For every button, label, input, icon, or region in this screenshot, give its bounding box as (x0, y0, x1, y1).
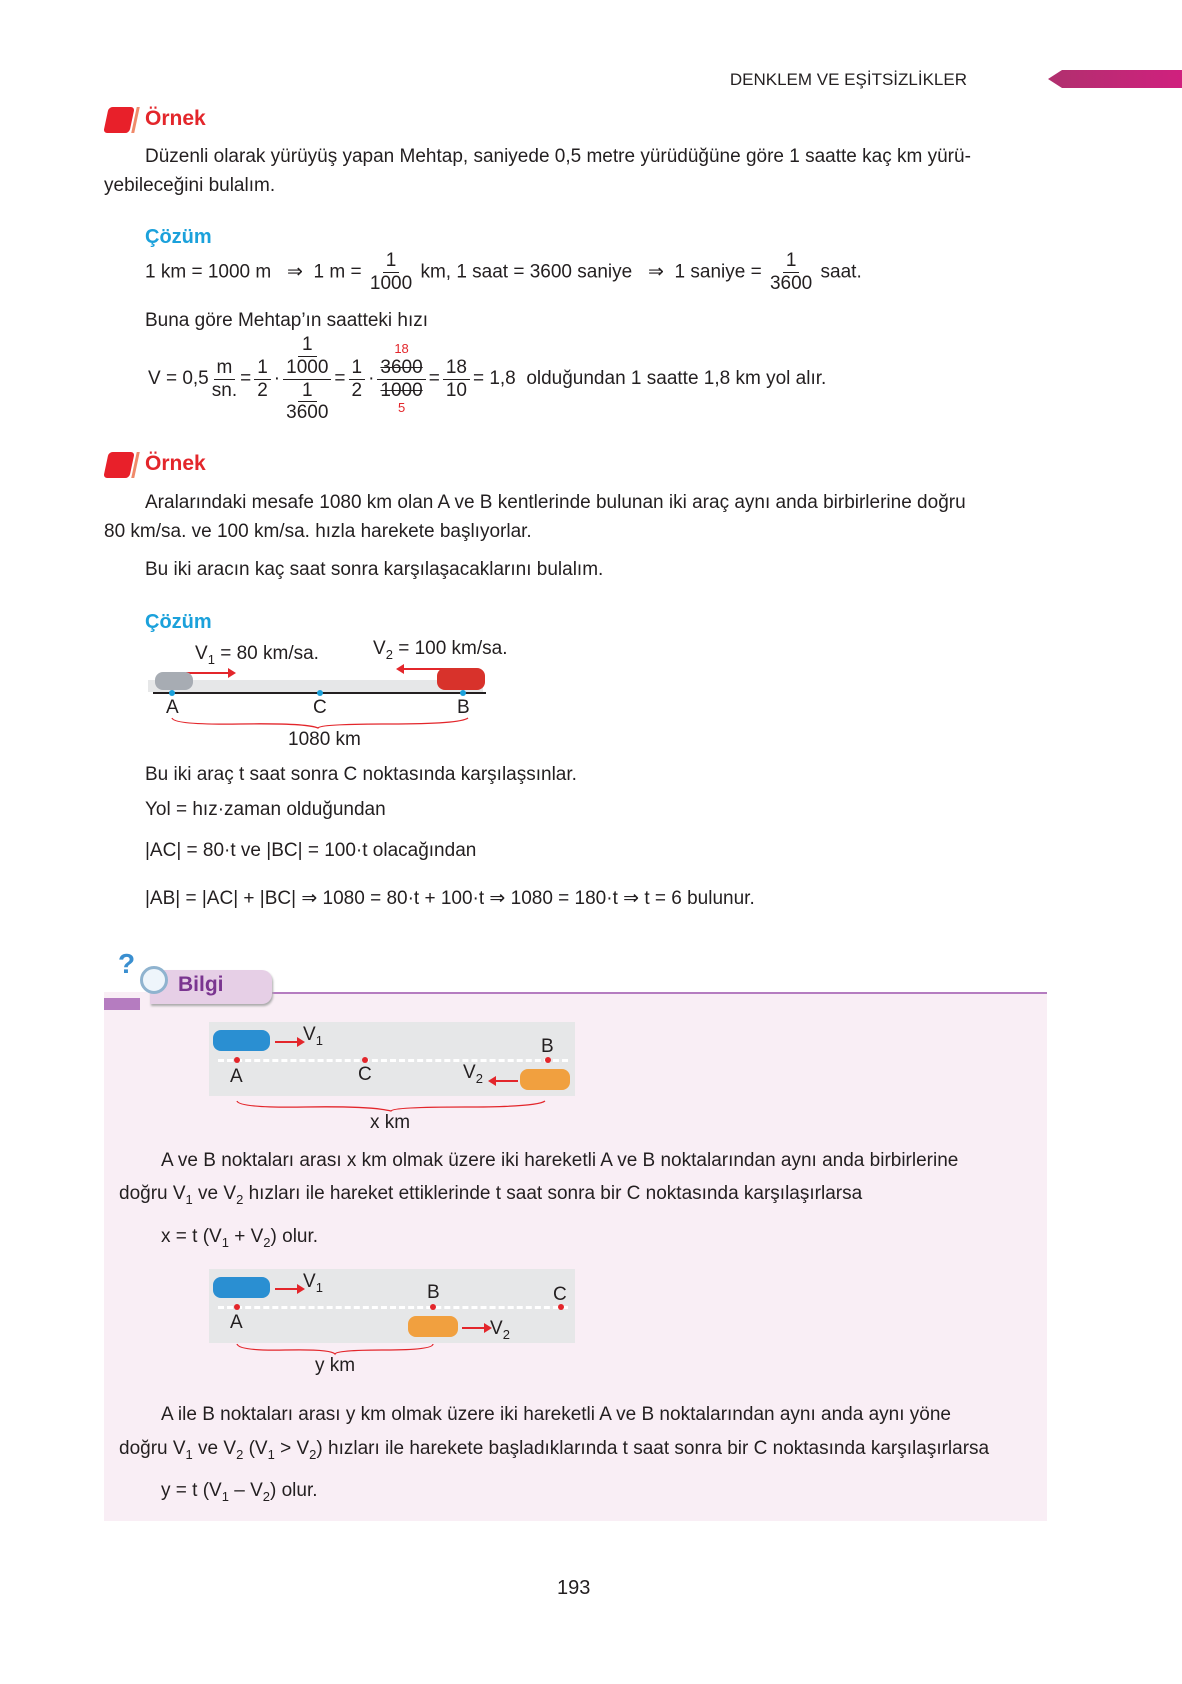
magnifier-icon (140, 966, 168, 994)
denominator: 3600 (769, 272, 813, 294)
example-text: yebileceğini bulalım. (104, 175, 276, 196)
denominator: 2 (257, 379, 268, 401)
label-a: A (166, 697, 179, 718)
example-text: Aralarındaki mesafe 1080 km olan A ve B kentlerinde bulunan iki araç aynı anda birbirlerine doğru (145, 492, 966, 513)
solution-label: Çözüm (145, 611, 212, 633)
v: V (463, 1062, 476, 1083)
num: 1 (298, 380, 317, 403)
sub: 2 (236, 1446, 244, 1462)
info-text (119, 1438, 989, 1462)
v1-label (303, 1271, 323, 1295)
info-divider (270, 992, 1047, 994)
numerator (283, 334, 331, 380)
val: = 100 km/sa. (398, 638, 508, 659)
sub: 1 (315, 1279, 323, 1295)
page-number: 193 (557, 1577, 591, 1599)
sub: 1 (267, 1446, 275, 1462)
eq-text: 1 km = 1000 m (145, 261, 272, 283)
t: x = t (V (161, 1226, 222, 1247)
val: = 80 km/sa. (220, 643, 319, 664)
orange-car-icon (520, 1069, 570, 1090)
t: y = t (V (161, 1480, 222, 1501)
label-a: A (230, 1066, 243, 1087)
dot: · (368, 368, 375, 389)
eq-text: 1 m = (313, 261, 362, 283)
numerator: m (214, 357, 236, 380)
denominator: 1000 (380, 379, 423, 401)
sub: 1 (185, 1446, 193, 1462)
example-text: 80 km/sa. ve 100 km/sa. hızla harekete başlıyorlar. (104, 521, 532, 542)
brace (235, 1099, 547, 1113)
sub: 1 (185, 1191, 193, 1207)
v: V (303, 1024, 316, 1045)
result: = 1,8 (472, 368, 516, 389)
numerator: 1 (383, 250, 400, 273)
sub: 2 (475, 1070, 483, 1086)
orange-car-icon (408, 1316, 458, 1337)
denominator: 2 (351, 379, 363, 401)
fraction (770, 250, 812, 295)
solution-text: |AB| = |AC| + |BC| ⇒ 1080 = 80·t + 100·t ⇒ 1080 = 180·t ⇒ t = 6 bulunur. (145, 888, 755, 909)
fraction (443, 357, 470, 402)
numerator: 1 (783, 250, 800, 273)
implies-symbol: ⇒ (648, 261, 664, 283)
blue-car-icon (213, 1277, 270, 1298)
v1-label (303, 1024, 323, 1048)
t: ) hızları ile harekete başladıklarında t saat sonra bir C noktasında karşılaşırlarsa (316, 1438, 990, 1459)
info-label: Bilgi (178, 973, 224, 996)
num: 1 (298, 334, 317, 357)
question-mark-icon: ? (118, 948, 136, 979)
v2-label (490, 1318, 510, 1342)
denominator (286, 380, 328, 425)
equals: = (240, 368, 252, 389)
denominator: sn. (211, 379, 238, 401)
label-b: B (457, 697, 470, 718)
red-car-icon (437, 668, 485, 690)
info-text (119, 1183, 862, 1207)
fraction (349, 357, 366, 402)
eq-text: km, 1 saat = 3600 saniye (420, 261, 633, 283)
info-text: A ile B noktaları arası y km olmak üzere iki hareketli A ve B noktalarından aynı anda aynı yöne (161, 1404, 951, 1425)
denominator: 10 (445, 379, 467, 401)
label-b: B (427, 1282, 440, 1303)
t: ) olur. (270, 1226, 319, 1247)
point-a (234, 1304, 240, 1310)
example-label: Örnek (145, 452, 206, 475)
v: V (195, 643, 208, 664)
t: ve V (192, 1183, 237, 1204)
solution-text: Bu iki araç t saat sonra C noktasında karşılaşsınlar. (145, 764, 577, 785)
distance-label: 1080 km (288, 729, 361, 750)
distance-label: y km (315, 1355, 356, 1376)
formula-meeting (161, 1226, 318, 1250)
formula-catchup (161, 1480, 318, 1504)
speed-formula (148, 334, 826, 424)
right-arrow-icon (275, 1041, 303, 1043)
t: hızları ile hareket ettiklerinde t saat sonra bir C noktasında karşılaşırlarsa (243, 1183, 863, 1204)
gray-car-icon (155, 672, 193, 690)
sub: 2 (502, 1326, 510, 1342)
den: 3600 (286, 402, 329, 424)
example-icon (103, 107, 135, 133)
blue-car-icon (213, 1030, 270, 1051)
v: V (303, 1271, 316, 1292)
t: – V (228, 1480, 263, 1501)
left-arrow-icon (490, 1080, 518, 1082)
solution-text: |AC| = 80·t ve |BC| = 100·t olacağından (145, 840, 477, 861)
v2-label (373, 638, 508, 662)
cancel-note: 18 (394, 340, 409, 356)
equals: = (334, 368, 346, 389)
point-b (430, 1304, 436, 1310)
t: doğru V (119, 1183, 186, 1204)
v1-label (195, 643, 319, 667)
solution-label: Çözüm (145, 226, 212, 248)
sub: 2 (262, 1488, 270, 1504)
t: (V (243, 1438, 268, 1459)
example-label: Örnek (145, 107, 206, 130)
fraction (370, 250, 412, 295)
solution-text: Yol = hız·zaman olduğundan (145, 799, 386, 820)
fraction (254, 357, 271, 402)
sub: 2 (309, 1446, 317, 1462)
label-c: C (313, 697, 327, 718)
numerator: 18 (443, 357, 470, 380)
brace (170, 716, 470, 730)
sub: 2 (236, 1191, 244, 1207)
sub: 1 (221, 1234, 229, 1250)
info-accent (104, 998, 140, 1010)
eq-text: saat. (820, 261, 862, 283)
t: + V (228, 1226, 264, 1247)
cancel-note: 5 (397, 400, 406, 416)
point-c (362, 1057, 368, 1063)
example-text: Bu iki aracın kaç saat sonra karşılaşacaklarını bulalım. (145, 559, 604, 580)
numerator: 1 (254, 357, 271, 380)
speed-intro: Buna göre Mehtap’ın saatteki hızı (145, 310, 429, 331)
t: > V (274, 1438, 310, 1459)
conversion-equation (145, 250, 862, 295)
example-icon (103, 452, 135, 478)
complex-fraction (283, 334, 331, 424)
distance-label: x km (370, 1112, 411, 1133)
point-a (169, 690, 175, 696)
dot: · (273, 368, 281, 389)
v: V (373, 638, 386, 659)
example-text: Düzenli olarak yürüyüş yapan Mehtap, saniyede 0,5 metre yürüdüğüne göre 1 saatte kaç km yürü- (145, 146, 971, 167)
lane-line (218, 1059, 568, 1062)
t: doğru V (119, 1438, 186, 1459)
v: V (490, 1318, 503, 1339)
label-c: C (553, 1284, 567, 1305)
right-arrow-icon (275, 1288, 303, 1290)
point-b (460, 690, 466, 696)
label-c: C (358, 1064, 372, 1085)
sub: 1 (221, 1488, 229, 1504)
chapter-header: DENKLEM VE EŞİTSİZLİKLER (729, 70, 967, 89)
lane-line (218, 1306, 568, 1309)
v-text: V = 0,5 (148, 368, 209, 389)
eq-text: 1 saniye = (674, 261, 762, 283)
label-a: A (230, 1312, 243, 1333)
t: ) olur. (270, 1480, 318, 1501)
denominator: 1000 (369, 272, 413, 294)
numerator: 1 (349, 357, 366, 380)
info-text: A ve B noktaları arası x km olmak üzere iki hareketli A ve B noktalarından aynı anda birbirlerine (161, 1150, 959, 1171)
t: ve V (192, 1438, 237, 1459)
right-arrow-icon (462, 1327, 490, 1329)
sub: 1 (315, 1032, 323, 1048)
sub: 1 (207, 651, 215, 667)
sub: 2 (263, 1234, 271, 1250)
implies-symbol: ⇒ (287, 261, 303, 283)
numerator: 3600 (377, 357, 425, 380)
label-b: B (541, 1036, 554, 1057)
brace (235, 1342, 435, 1356)
v2-label (463, 1062, 483, 1086)
simplified-fraction (377, 342, 425, 417)
equals: = (428, 368, 440, 389)
road (148, 680, 483, 692)
sub: 2 (385, 646, 393, 662)
point-a (234, 1057, 240, 1063)
fraction (212, 357, 237, 402)
conclusion: olduğundan 1 saatte 1,8 km yol alır. (526, 368, 827, 389)
point-c (317, 690, 323, 696)
den: 1000 (286, 356, 329, 378)
right-arrow-icon (186, 672, 234, 674)
header-ribbon (1048, 70, 1182, 88)
